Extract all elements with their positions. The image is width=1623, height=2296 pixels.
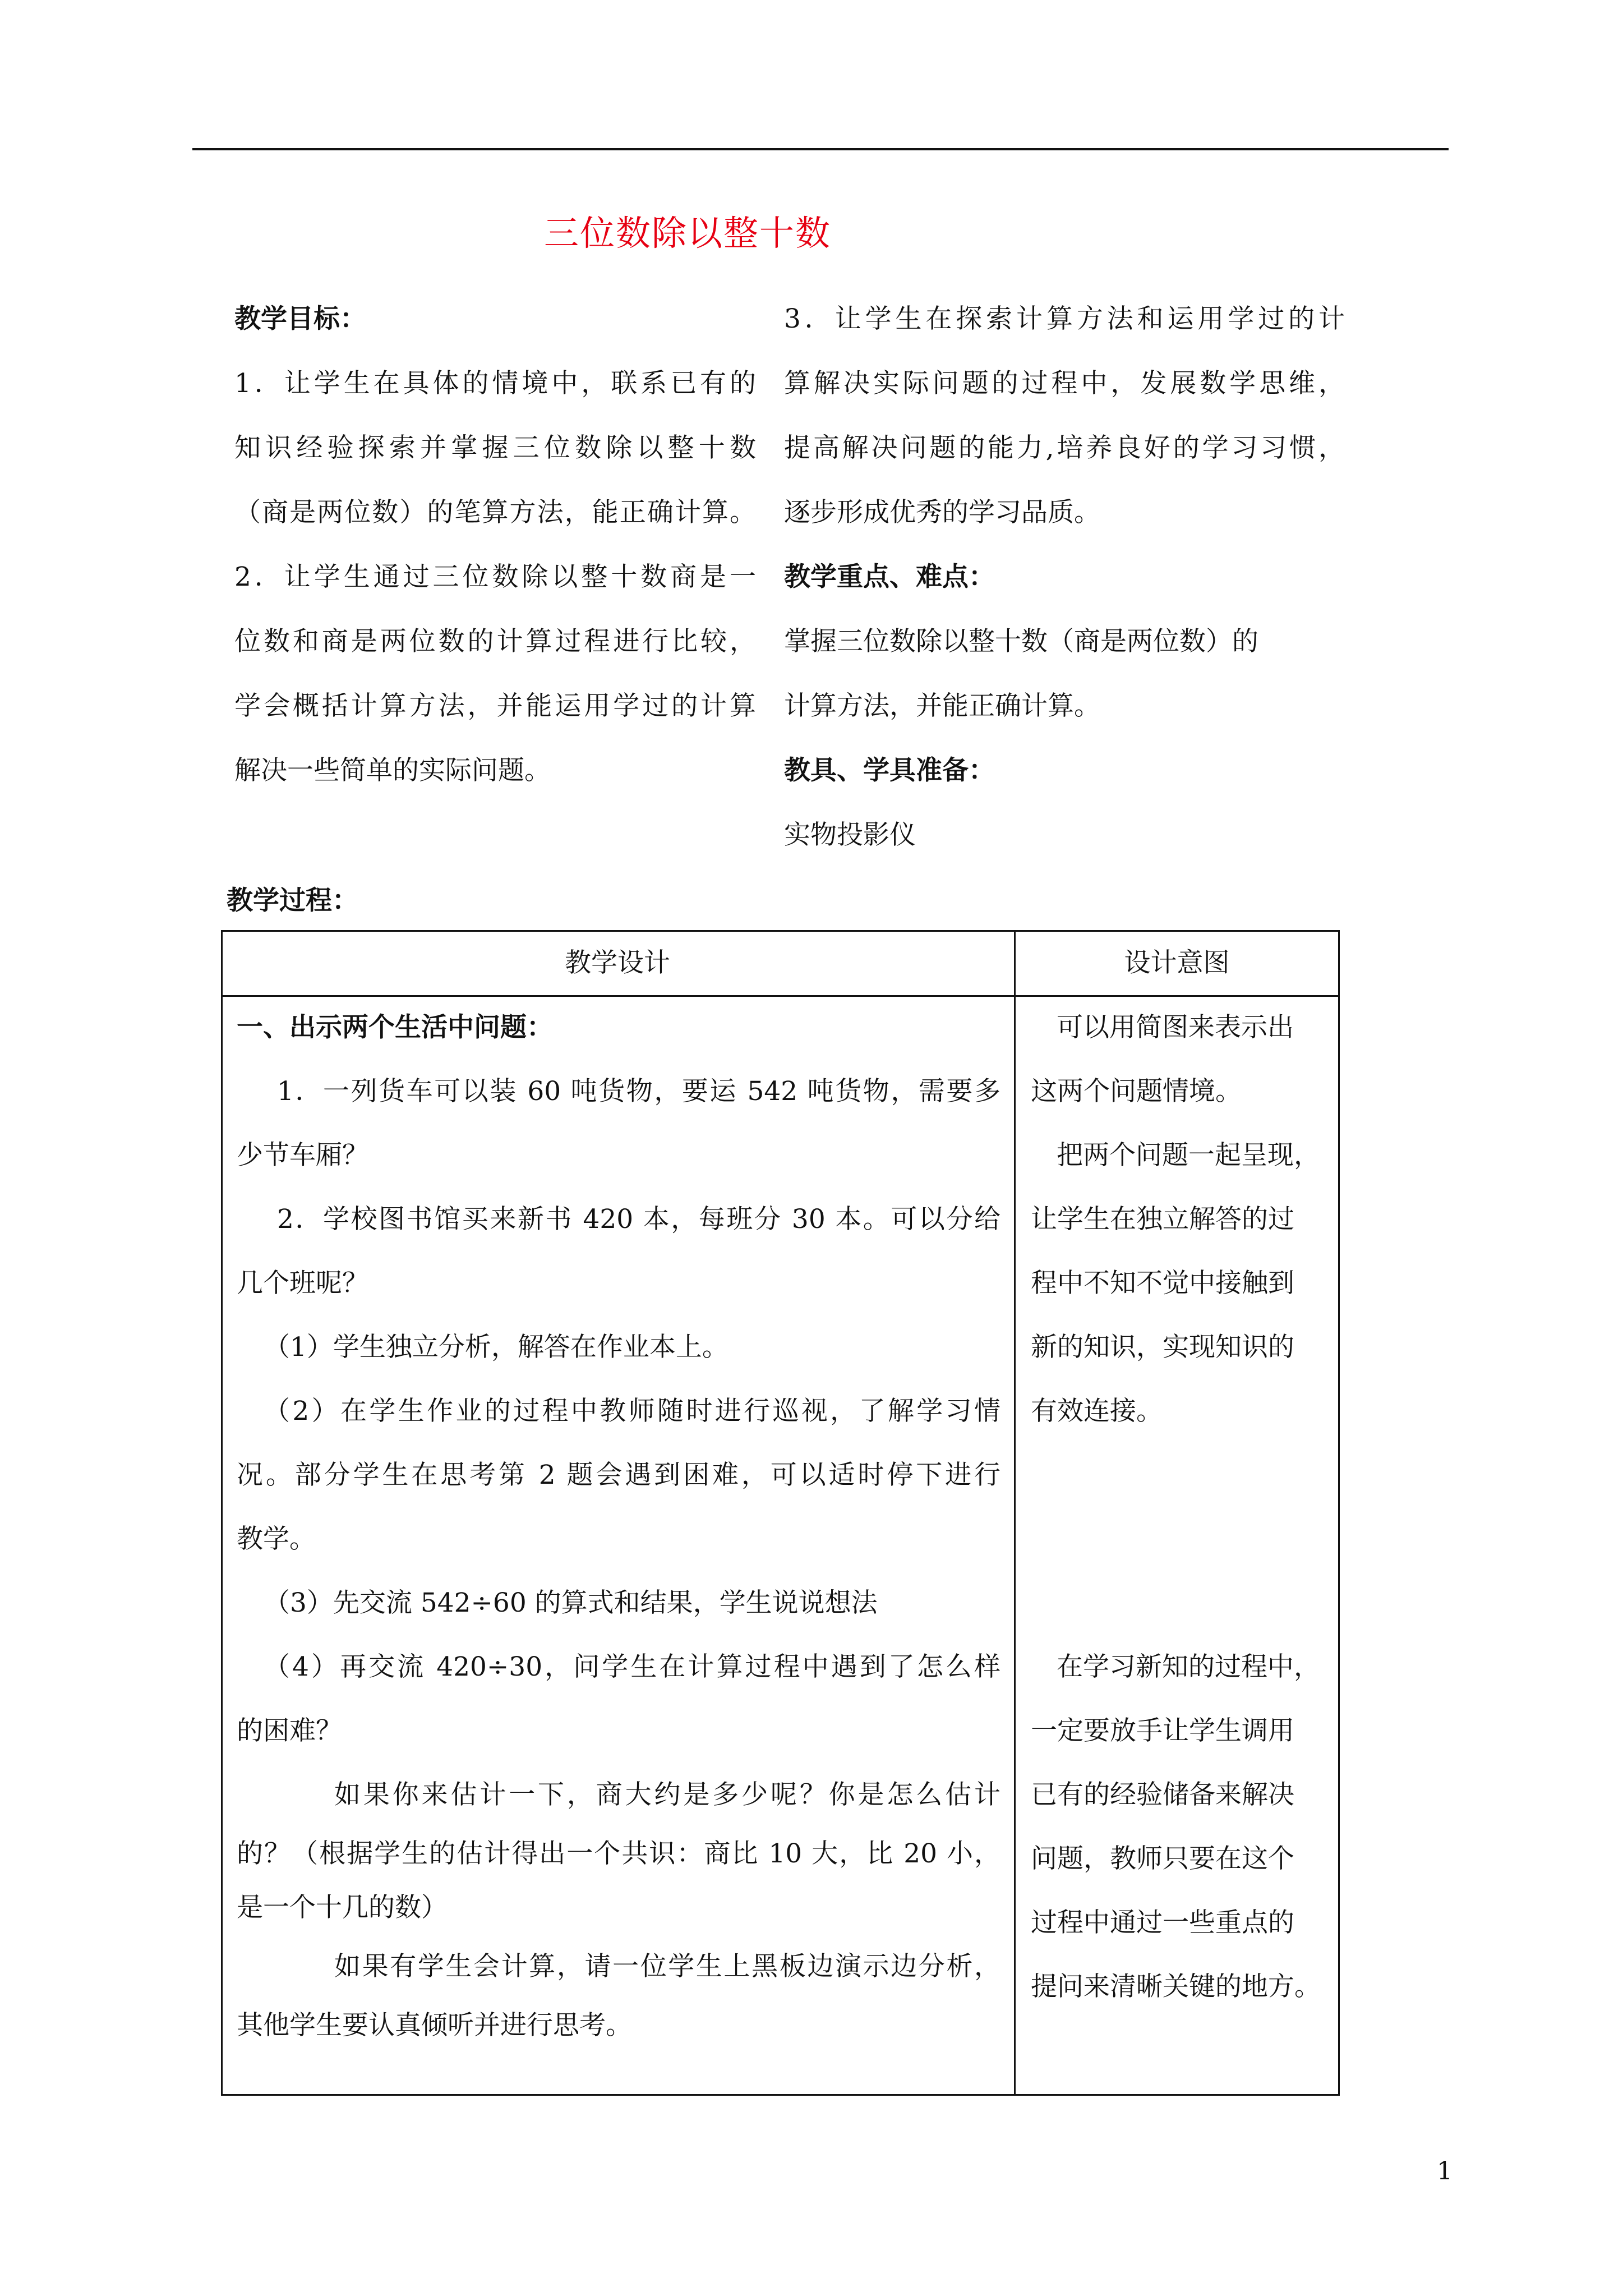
column-header-design: 教学设计 — [565, 947, 670, 978]
intent-line: 提问来清晰关键的地方。 — [1031, 1971, 1321, 2002]
design-line: 的？（根据学生的估计得出一个共识：商比 10 大，比 20 小， — [237, 1838, 1000, 1869]
intent-line: 过程中通过一些重点的 — [1031, 1907, 1294, 1938]
intent-line: 让学生在独立解答的过 — [1031, 1204, 1294, 1235]
objective-3-line: 逐步形成优秀的学习品质。 — [784, 497, 1100, 528]
design-line: （4）再交流 420÷30，问学生在计算过程中遇到了怎么样 — [264, 1651, 1000, 1682]
intent-line: 在学习新知的过程中， — [1057, 1651, 1320, 1682]
header-rule — [192, 148, 1449, 150]
objective-3-line: 算解决实际问题的过程中，发展数学思维， — [784, 368, 1345, 399]
intent-cell — [1031, 996, 1324, 2019]
document-title: 三位数除以整十数 — [544, 213, 832, 254]
intent-line: 程中不知不觉中接触到 — [1031, 1268, 1294, 1299]
objective-2-line: 2．让学生通过三位数除以整十数商是一 — [234, 562, 756, 592]
design-line: （3）先交流 542÷60 的算式和结果，学生说说想法 — [264, 1588, 878, 1618]
intent-line: 有效连接。 — [1031, 1396, 1163, 1427]
design-line: 其他学生要认真倾听并进行思考。 — [237, 2010, 632, 2041]
objective-2-line: 学会概括计算方法，并能运用学过的计算 — [234, 691, 756, 721]
objectives-left-column — [234, 287, 756, 803]
design-line: 2．学校图书馆买来新书 420 本，每班分 30 本。可以分给 — [277, 1204, 1000, 1235]
intent-line: 把两个问题一起呈现， — [1057, 1140, 1320, 1171]
process-heading: 教学过程： — [227, 885, 358, 916]
objective-2-line: 位数和商是两位数的计算过程进行比较， — [234, 626, 756, 657]
design-section-heading: 一、出示两个生活中问题： — [237, 1012, 553, 1043]
objectives-heading: 教学目标： — [234, 303, 366, 334]
design-line: 如果有学生会计算，请一位学生上黑板边演示边分析， — [334, 1951, 1000, 1982]
key-points-line: 计算方法，并能正确计算。 — [784, 691, 1100, 721]
design-line: （2）在学生作业的过程中教师随时进行巡视，了解学习情 — [264, 1396, 1000, 1427]
design-line: 教学。 — [237, 1524, 316, 1554]
design-line: 少节车厢？ — [237, 1140, 368, 1171]
intent-line: 新的知识，实现知识的 — [1031, 1332, 1294, 1363]
table-column-divider — [1014, 930, 1016, 2096]
intent-line: 已有的经验储备来解决 — [1031, 1779, 1294, 1810]
design-line: 如果你来估计一下，商大约是多少呢？你是怎么估计 — [334, 1779, 1000, 1810]
column-header-intent: 设计意图 — [1124, 947, 1230, 978]
design-line: 的困难？ — [237, 1715, 342, 1746]
objectives-right-column — [784, 287, 1345, 867]
intent-line: 问题，教师只要在这个 — [1031, 1843, 1294, 1874]
key-points-line: 掌握三位数除以整十数（商是两位数）的 — [784, 626, 1258, 657]
design-cell — [237, 996, 1000, 2053]
design-line: 是一个十几的数） — [237, 1892, 448, 1923]
intent-line: 这两个问题情境。 — [1031, 1076, 1242, 1107]
design-line: 1．一列货车可以装 60 吨货物，要运 542 吨货物，需要多 — [277, 1076, 1000, 1107]
objective-3-line: 3．让学生在探索计算方法和运用学过的计 — [784, 303, 1345, 334]
objective-1-line: 1．让学生在具体的情境中，联系已有的 — [234, 368, 756, 399]
materials-heading: 教具、学具准备： — [784, 755, 995, 786]
design-line: （1）学生独立分析，解答在作业本上。 — [264, 1332, 728, 1363]
intent-line: 可以用简图来表示出 — [1057, 1012, 1294, 1043]
materials-text: 实物投影仪 — [784, 820, 916, 850]
intent-line: 一定要放手让学生调用 — [1031, 1715, 1294, 1746]
objective-2-line: 解决一些简单的实际问题。 — [234, 755, 551, 786]
design-line: 况。部分学生在思考第 2 题会遇到困难，可以适时停下进行 — [237, 1460, 1000, 1490]
objective-1-line: （商是两位数）的笔算方法，能正确计算。 — [234, 497, 756, 528]
design-line: 几个班呢？ — [237, 1268, 368, 1299]
key-points-heading: 教学重点、难点： — [784, 562, 995, 592]
page-number: 1 — [1437, 2157, 1453, 2185]
objective-1-line: 知识经验探索并掌握三位数除以整十数 — [234, 432, 756, 463]
objective-3-line: 提高解决问题的能力,培养良好的学习习惯， — [784, 432, 1345, 463]
